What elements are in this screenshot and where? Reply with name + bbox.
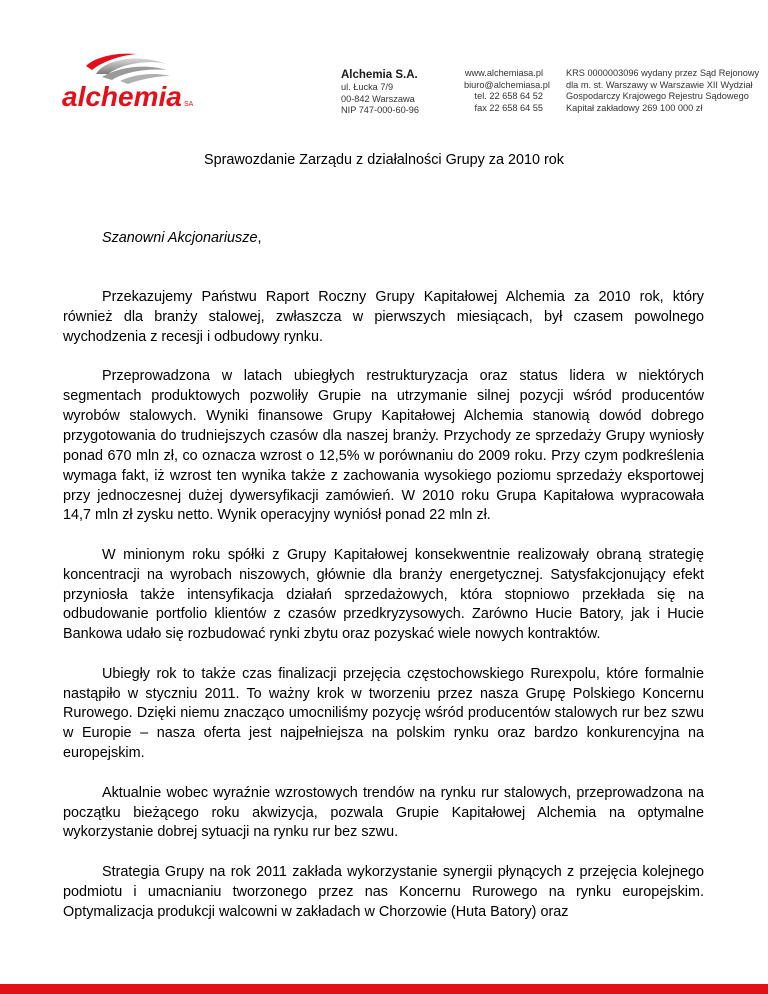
fax-number: fax 22 658 64 55 [474, 102, 543, 113]
phone-number: tel. 22 658 64 52 [474, 91, 543, 102]
contact-block [464, 68, 550, 114]
swoosh-emblem-icon [86, 54, 170, 84]
paragraph: Strategia Grupy na rok 2011 zakłada wykorzystanie synergii płynących z przejęcia kolejnego podmiotu i umacnianiu tworzonego przez nas Koncernu Rurowego na rynku europejskim. Optymalizacja produkcji walcowni w zakładach w Chorzowie (Huta Batory) oraz [63, 863, 704, 920]
paragraph: Aktualnie wobec wyraźnie wzrostowych trendów na rynku rur stalowych, przeprowadzona na początku bieżącego roku akwizycja, pozwala Grupie Kapitałowej Alchemia na optymalne wykorzystanie dobrej sytuacji na rynku rur bez szwu. [63, 784, 704, 841]
company-logo [62, 50, 200, 112]
registry-block [566, 68, 759, 114]
website-link[interactable]: www.alchemiasa.pl [464, 68, 543, 78]
salutation-text: Szanowni Akcjonariusze [102, 230, 258, 246]
paragraph: Przekazujemy Państwu Raport Roczny Grupy Kapitałowej Alchemia za 2010 rok, który również dla branży stalowej, zwłaszcza w pierwszych miesiącach, był czasem powolnego wychodzenia z recesji i odbudowy rynku. [63, 289, 704, 345]
email-link[interactable]: biuro@alchemiasa.pl [464, 79, 550, 90]
address-street: ul. Łucka 7/9 [341, 82, 394, 92]
company-name: Alchemia S.A. [341, 69, 418, 81]
nip-number: NIP 747-000-60-96 [341, 105, 419, 116]
paragraph: Przeprowadzona w latach ubiegłych restrukturyzacja oraz status lidera w niektórych segmentach produktowych pozwoliły Grupie na utrzymanie silnej pozycji wśród producentów wyrobów stalowych. Wyniki finansowe Grupy Kapitałowej Alchemia stanowią dowód dobrego przygotowania do trudniejszych czasów dla naszej branży. Przychody ze sprzedaży Grupy wyniosły ponad 670 mln zł, co oznacza wzrost o 12,5% w porównaniu do 2009 roku. Przy czym podkreślenia wymaga fakt, iż wzrost ten wynika także z zachowania wysokiego poziomu sprzedaży eksportowej przy jednoczesnej dużej dywersyfikacji zamówień. W 2010 roku Grupa Kapitałowa wypracowała 14,7 mln zł zysku netto. Wynik operacyjny wyniósł ponad 22 mln zł. [63, 368, 704, 524]
registry-line: dla m. st. Warszawy w Warszawie XII Wydział [566, 79, 753, 90]
salutation-comma: , [257, 230, 262, 246]
logo-wordmark: alchemia [62, 81, 182, 112]
address-city: 00-842 Warszawa [341, 93, 415, 104]
company-address-block [341, 68, 419, 117]
registry-line: Kapitał zakładowy 269 100 000 zł [566, 102, 703, 113]
footer-brand-bar [0, 984, 768, 994]
salutation [102, 230, 261, 246]
paragraph: Ubiegły rok to także czas finalizacji przejęcia częstochowskiego Rurexpolu, które formalnie nastąpiło w styczniu 2011. To ważny krok w tworzeniu przez nasza Grupę Polskiego Koncernu Rurowego. Dzięki niemu znacząco umocniliśmy pozycję wśród producentów stalowych rur bez szwu w Europie – nasza oferta jest najpełniejsza na polskim rynku oraz bardzo konkurencyjna na europejskim. [63, 665, 704, 762]
registry-line: KRS 0000003096 wydany przez Sąd Rejonowy [566, 68, 760, 78]
logo-suffix: SA [184, 101, 194, 108]
letter-body [63, 288, 704, 942]
paragraph: W minionym roku spółki z Grupy Kapitałowej konsekwentnie realizowały obraną strategię koncentracji na wyrobach niszowych, głównie dla branży energetycznej. Satysfakcjonujący efekt przyniosła także intensyfikacja działań sprzedażowych, która stopniowo przekłada się na odbudowanie portfolio klientów z czasów przedkryzysowych. Zarówno Hucie Batory, jak i Hucie Bankowa udało się rozbudować rynki zbytu oraz pozyskać wiele nowych kontraktów. [63, 546, 704, 643]
document-title: Sprawozdanie Zarządu z działalności Grupy za 2010 rok [204, 152, 564, 168]
alchemia-logo-graphic [62, 50, 200, 112]
registry-line: Gospodarczy Krajowego Rejestru Sądowego [566, 91, 749, 102]
